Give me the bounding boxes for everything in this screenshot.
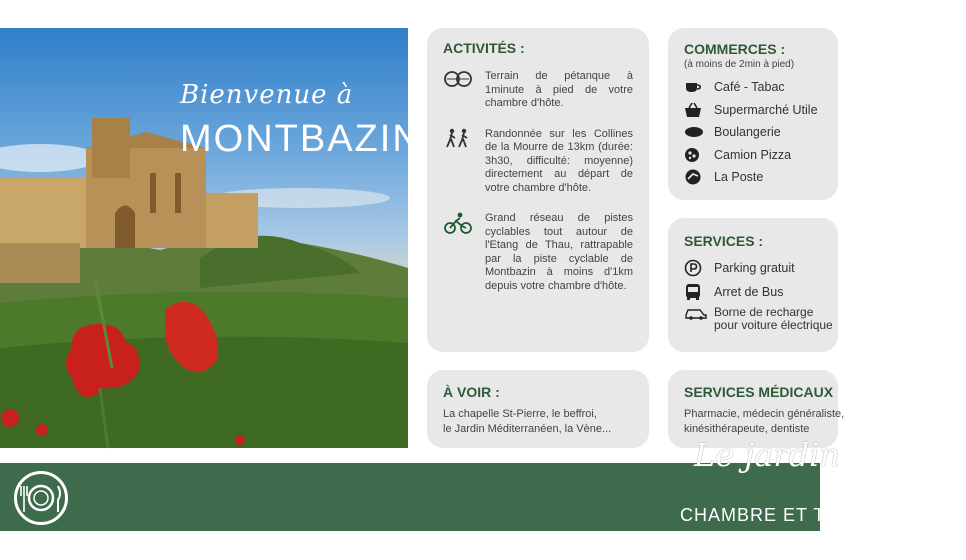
activity-text: Terrain de pétanque à 1minute à pied de votre chambre d'hôte.	[485, 70, 633, 109]
pizza-icon	[684, 147, 714, 163]
list-item	[684, 280, 838, 304]
a-voir-card	[427, 370, 649, 448]
list-item	[684, 99, 838, 122]
commerces-card	[668, 28, 838, 200]
service-label-line2: pour voiture électrique	[714, 318, 833, 332]
commerces-list	[684, 76, 838, 189]
services-list	[684, 256, 838, 336]
activities-title: ACTIVITÉS :	[443, 40, 525, 56]
activity-text: Grand réseau de pistes cyclables tout autour de l'Etang de Thau, rattrapable par la piste cyclable de Montbazin à moins d'1km depuis votre chambre d'hôte.	[485, 212, 633, 292]
commerce-label: Boulangerie	[714, 125, 781, 140]
medical-line: kinésithérapeute, dentiste	[684, 423, 810, 435]
brand-tagline: CHAMBRE ET TABLE D'HÔTES	[680, 505, 966, 525]
activity-text: Randonnée sur les Collines de la Mourre de 13km (durée: 3h30, difficulté: moyenne) directement au départ de votre chambre d'hôte.	[485, 127, 633, 194]
hero-photo	[0, 28, 422, 448]
shopping-basket-icon	[684, 102, 714, 118]
services-card	[668, 218, 838, 352]
a-voir-title: À VOIR :	[443, 384, 500, 400]
commerces-title: COMMERCES :	[684, 41, 786, 57]
bus-icon	[684, 283, 714, 301]
post-icon	[684, 169, 714, 185]
service-label: Parking gratuit	[714, 261, 795, 275]
welcome-heading: Bienvenue à	[180, 80, 354, 110]
list-item	[684, 76, 838, 99]
list-item	[684, 144, 838, 167]
petanque-icon	[443, 70, 473, 88]
list-item	[684, 256, 838, 280]
activity-item	[443, 212, 633, 293]
commerce-label: La Poste	[714, 170, 764, 185]
a-voir-line: le Jardin Méditerranéen, la Vène...	[443, 423, 612, 435]
medical-title: SERVICES MÉDICAUX	[684, 384, 834, 400]
bread-icon	[684, 126, 714, 138]
cyclist-icon	[443, 212, 473, 234]
plate-cutlery-icon	[14, 471, 68, 525]
commerce-label: Supermarché Utile	[714, 102, 818, 117]
commerce-label: Café - Tabac	[714, 80, 785, 95]
medical-line: Pharmacie, médecin généraliste,	[684, 408, 845, 420]
parking-icon	[684, 259, 714, 277]
brand-name: Le jardin	[694, 436, 840, 474]
activities-card	[427, 28, 649, 352]
ev-car-icon	[684, 306, 714, 320]
services-title: SERVICES :	[684, 233, 764, 249]
activity-item	[443, 128, 633, 196]
list-item	[684, 121, 838, 144]
service-label: Arret de Bus	[714, 285, 784, 299]
commerce-label: Camion Pizza	[714, 147, 792, 162]
commerces-subtitle: (à moins de 2min à pied)	[684, 59, 795, 70]
hikers-icon	[443, 128, 473, 148]
list-item	[684, 304, 838, 336]
town-name: MONTBAZIN	[180, 118, 422, 160]
activity-item	[443, 70, 633, 111]
coffee-cup-icon	[684, 80, 714, 94]
service-label: Borne de recharge	[714, 305, 814, 319]
a-voir-line: La chapelle St-Pierre, le beffroi,	[443, 408, 597, 420]
list-item	[684, 166, 838, 189]
